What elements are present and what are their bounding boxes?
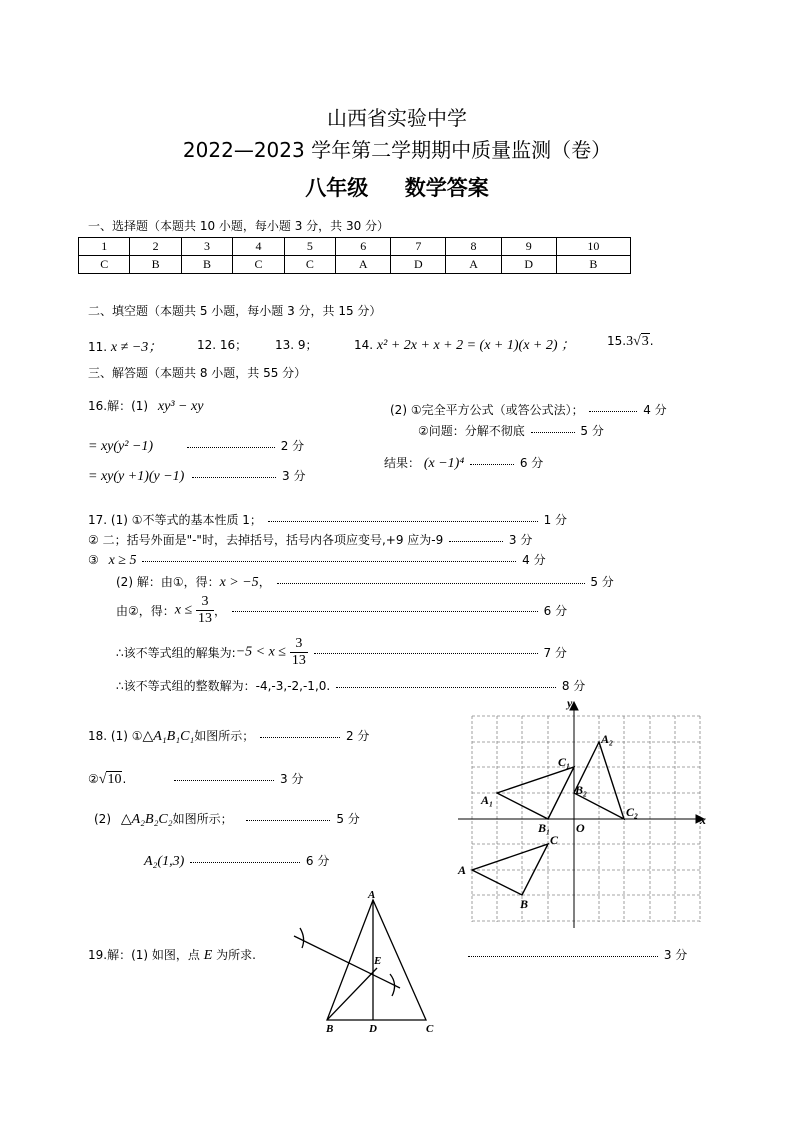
radical-sign: √ <box>633 334 641 349</box>
score: 4 分 <box>522 553 546 567</box>
q16-expr2: = xy(y² −1) <box>88 439 154 454</box>
q15-coef: 3 <box>626 334 634 349</box>
fraction-denominator: 13 <box>291 653 306 668</box>
score: 2 分 <box>280 439 305 453</box>
q16-p2-text1: (2) ①完全平方公式（或答公式法）； <box>390 403 584 417</box>
answer-cell: C <box>233 256 284 274</box>
triangle-labels <box>325 889 434 1035</box>
leader-dots <box>190 861 300 863</box>
q16-p2-text2: ②问题：分解不彻底 <box>418 424 525 438</box>
label-A: A <box>368 889 376 901</box>
question-number: 9 <box>501 238 556 256</box>
q17-expr6: −5 < x ≤ <box>235 644 286 660</box>
leader-dots <box>468 955 658 957</box>
score: 5 分 <box>580 424 604 438</box>
q15-label: 15. <box>607 334 627 348</box>
q18-expr1: △A₁B₁C₁ <box>142 729 195 744</box>
label-C: C <box>550 833 559 847</box>
q14-answer: x² + 2x + x + 2 = (x + 1)(x + 2) ； <box>376 338 576 353</box>
q17-end5: ， <box>214 604 227 618</box>
q14 <box>354 334 575 354</box>
score: 3 分 <box>279 772 304 786</box>
label-y: y <box>567 696 573 710</box>
q17-text1: 17. (1) ①不等式的基本性质 1； <box>88 513 262 527</box>
fraction <box>290 636 308 669</box>
answer-cell: B <box>556 256 630 274</box>
coordinate-grid-figure <box>450 692 720 937</box>
q17-text7: ∴该不等式组的整数解为：-4,-3,-2,-1,0. <box>116 679 331 693</box>
triangle-ABC <box>472 844 548 895</box>
leader-dots <box>174 779 274 781</box>
q19-score-line <box>466 946 687 963</box>
label-C1: C₁ <box>558 755 571 769</box>
leader-dots <box>277 582 585 584</box>
q18-end2: . <box>122 772 127 786</box>
answer-cell: C <box>284 256 335 274</box>
label-D: D <box>369 1023 377 1035</box>
q18-text1: 如图所示； <box>194 729 255 743</box>
q19-end1: 为所求. <box>216 948 256 962</box>
q17-line5 <box>116 594 567 627</box>
leader-dots <box>449 540 503 542</box>
label-A: A <box>458 863 467 877</box>
label-O: O <box>576 821 585 835</box>
q16-intro: 16.解：(1) <box>88 399 149 413</box>
q12: 12. 16； <box>197 338 248 352</box>
question-number: 2 <box>130 238 181 256</box>
leader-dots <box>336 686 556 688</box>
fraction <box>196 594 214 627</box>
answer-cell: C <box>79 256 130 274</box>
fraction-numerator: 3 <box>290 636 308 653</box>
q16-step2 <box>88 437 304 455</box>
score: 5 分 <box>590 575 614 589</box>
score: 6 分 <box>543 604 568 618</box>
subject-title: 八年级 数学答案 <box>305 176 489 200</box>
leader-dots <box>192 476 276 478</box>
q17-line4 <box>116 573 614 591</box>
grid-labels <box>457 696 706 911</box>
question-number: 1 <box>79 238 130 256</box>
q19-var: E <box>203 948 213 963</box>
label-x: x <box>700 813 706 827</box>
radical-sign: √ <box>98 772 107 787</box>
q15-radicand: 3 <box>641 334 649 349</box>
label-B: B <box>326 1023 334 1035</box>
score: 4 分 <box>643 403 667 417</box>
leader-dots <box>232 610 538 612</box>
question-number: 10 <box>556 238 630 256</box>
q17-expr4: x > −5 <box>219 575 259 590</box>
q15 <box>607 334 654 350</box>
triangle-construction-figure <box>288 888 448 1038</box>
score: 5 分 <box>336 812 360 826</box>
q18-prefix2: ② <box>88 772 99 786</box>
label-C2: C₂ <box>626 805 639 819</box>
leader-dots <box>246 819 330 821</box>
q19-line1 <box>88 946 256 964</box>
q18-prefix1: 18. (1) ① <box>88 729 143 743</box>
q16-expr1: xy³ − xy <box>157 399 204 414</box>
q16-result-expr: (x −1)⁴ <box>423 456 465 471</box>
question-number: 8 <box>446 238 501 256</box>
construction-arc <box>390 974 395 996</box>
q18-line4 <box>144 852 329 870</box>
q17-line3 <box>88 551 546 569</box>
leader-dots <box>268 520 538 522</box>
question-number: 5 <box>284 238 335 256</box>
label-A2: A₂ <box>601 732 614 746</box>
q17-text6: ∴该不等式组的解集为: <box>116 646 236 660</box>
section1-title: 一、选择题（本题共 10 小题，每小题 3 分，共 30 分） <box>88 219 390 233</box>
q17-line2 <box>88 531 532 548</box>
score: 3 分 <box>508 533 533 547</box>
score: 2 分 <box>345 729 370 743</box>
label-A1: A₁ <box>481 793 494 807</box>
q17-expr3: x ≥ 5 <box>108 553 137 568</box>
school-name: 山西省实验中学 <box>327 106 467 130</box>
answer-table <box>78 237 631 274</box>
leader-dots <box>187 446 275 448</box>
q18-line1 <box>88 727 369 745</box>
answer-cell: D <box>501 256 556 274</box>
q15-end: . <box>649 334 654 348</box>
leader-dots <box>260 736 340 738</box>
q17-prefix3: ③ <box>88 553 99 567</box>
segment-BE <box>327 968 377 1020</box>
answer-cell: B <box>181 256 232 274</box>
q18-radicand: 10 <box>107 772 122 787</box>
question-number: 6 <box>336 238 391 256</box>
label-B: B <box>520 897 529 911</box>
leader-dots <box>142 560 516 562</box>
exam-title: 2022—2023 学年第二学期期中质量监测（卷） <box>182 138 612 162</box>
q14-label: 14. <box>354 338 374 352</box>
label-C: C <box>426 1023 434 1035</box>
q13: 13. 9； <box>275 338 318 352</box>
fraction-denominator: 13 <box>198 611 212 626</box>
score: 3 分 <box>663 948 688 962</box>
q11-label: 11. <box>88 340 108 354</box>
q11 <box>88 336 162 356</box>
q19-text1: 19.解：(1) 如图，点 <box>88 948 200 962</box>
leader-dots <box>470 463 514 465</box>
answer-cell: A <box>446 256 501 274</box>
axes <box>458 702 704 928</box>
score: 7 分 <box>543 646 567 660</box>
q17-line6 <box>116 636 567 669</box>
q16-expr3: = xy(y +1)(y −1) <box>88 469 185 484</box>
label-B2: B₂ <box>575 783 588 797</box>
q18-expr3: △A₂B₂C₂ <box>120 812 173 827</box>
q16-part2-line2 <box>418 422 604 439</box>
answer-cell: B <box>130 256 181 274</box>
q11-answer: x ≠ −3； <box>110 340 163 355</box>
q17-end4: ， <box>258 575 271 589</box>
q17-text4: (2) 解：由①，得： <box>116 575 220 589</box>
q18-line3 <box>94 810 360 828</box>
answer-table-answer-row <box>79 256 631 274</box>
score: 1 分 <box>543 513 568 527</box>
q16-step3 <box>88 467 305 485</box>
q18-expr4: A₂(1,3) <box>144 854 185 869</box>
score: 6 分 <box>519 456 544 470</box>
q16-part1 <box>88 397 203 415</box>
leader-dots <box>531 431 575 433</box>
construction-arc <box>300 928 304 948</box>
question-number: 4 <box>233 238 284 256</box>
score: 8 分 <box>561 679 586 693</box>
answer-cell: A <box>336 256 391 274</box>
leader-dots <box>589 410 637 412</box>
answer-cell: D <box>391 256 446 274</box>
q18-text3: 如图所示； <box>172 812 233 826</box>
q17-text2: ② 二；括号外面是"-"时，去掉括号，括号内各项应变号,+9 应为-9 <box>88 533 444 547</box>
q17-expr5: x ≤ <box>174 602 193 618</box>
q16-part2-line1 <box>390 401 667 418</box>
q16-result <box>384 454 543 472</box>
leader-dots <box>314 652 538 654</box>
q17-line1 <box>88 511 567 528</box>
q18-prefix3: (2) <box>94 812 111 826</box>
answer-table-number-row <box>79 238 631 256</box>
question-number: 3 <box>181 238 232 256</box>
perpendicular-bisector <box>294 936 400 988</box>
q17-text5: 由②，得： <box>116 604 175 618</box>
section3-title: 三、解答题（本题共 8 小题，共 55 分） <box>88 366 307 380</box>
label-B1: B₁ <box>538 821 551 835</box>
score: 3 分 <box>282 469 306 483</box>
score: 6 分 <box>305 854 330 868</box>
section2-title: 二、填空题（本题共 5 小题，每小题 3 分，共 15 分） <box>88 304 382 318</box>
label-E: E <box>374 955 382 967</box>
q16-result-label: 结果： <box>384 456 421 470</box>
question-number: 7 <box>391 238 446 256</box>
q18-line2 <box>88 770 303 788</box>
fraction-numerator: 3 <box>196 594 214 611</box>
